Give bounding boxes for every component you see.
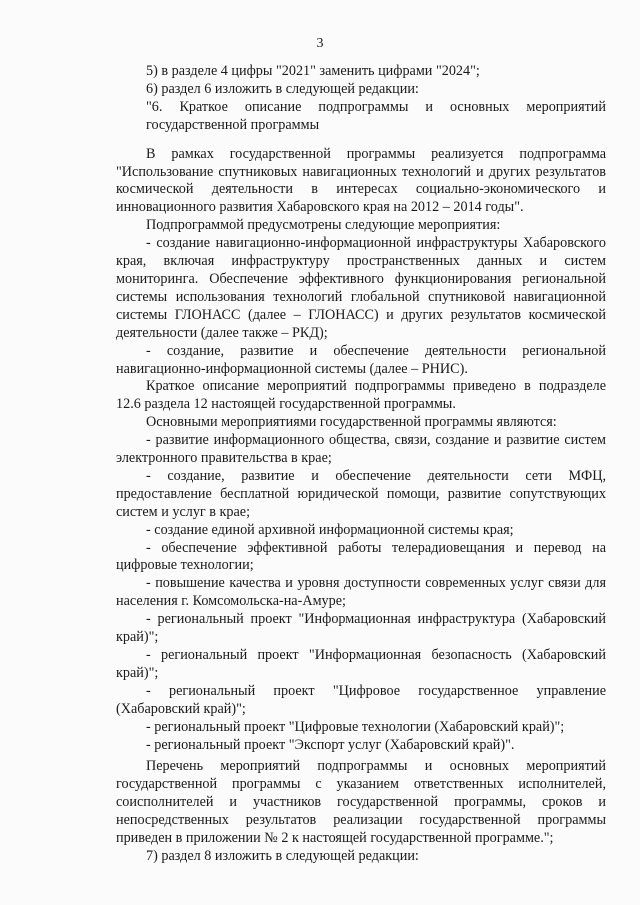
list-item-project-technologies: - региональный проект "Цифровые технологии (Хабаровский край)"; xyxy=(146,718,565,735)
list-item-rnis: - создание, развитие и обеспечение деятельности региональной навигационно-информационной системы (далее – РНИС). xyxy=(116,342,606,377)
paragraph-measures-list-reference: Перечень мероприятий подпрограммы и основных мероприятий государственной программы с указанием ответственных исполнителей, соисполнителей и участников государственной программы, сроков и непосредственных результатов реализации государственной программы приведен в приложении № 2 к настоящей государственной программе."; xyxy=(116,758,606,847)
paragraph-subprogram-description: Краткое описание мероприятий подпрограммы приведено в подразделе 12.6 раздела 12 настоящей государственной программы. xyxy=(116,378,606,413)
list-item-project-security: - региональный проект "Информационная безопасность (Хабаровский край)"; xyxy=(116,647,606,681)
list-item-broadcasting: - обеспечение эффективной работы телерадиовещания и перевод на цифровые технологии; xyxy=(116,539,606,574)
list-item-project-infrastructure: - региональный проект "Информационная инфраструктура (Хабаровский край)"; xyxy=(116,611,606,646)
paragraph-subprogram-intro: В рамках государственной программы реализуется подпрограмма "Использование спутниковых навигационных технологий и других результатов космической деятельности в интересах социально-экономического и инновационного развития Хабаровского края на 2012 – 2014 годы". xyxy=(116,145,606,216)
page-number: 3 xyxy=(316,36,324,51)
list-item-archive-system: - создание единой архивной информационной системы края; xyxy=(146,521,514,538)
document-body xyxy=(116,63,606,866)
list-item-project-export: - региональный проект "Экспорт услуг (Хабаровский край)". xyxy=(146,736,515,753)
paragraph-main-measures-intro: Основными мероприятиями государственной программы являются: xyxy=(146,414,557,431)
list-item-komsomolsk: - повышение качества и уровня доступности современных услуг связи для населения г. Комсомольска-на-Амуре; xyxy=(116,575,606,610)
list-item-information-society: - развитие информационного общества, связи, создание и развитие систем электронного правительства в крае; xyxy=(116,432,606,467)
list-item-mfc: - создание, развитие и обеспечение деятельности сети МФЦ, предоставление бесплатной юридической помощи, развитие сопутствующих систем и услуг в крае; xyxy=(116,467,606,520)
paragraph-item-5: 5) в разделе 4 цифры "2021" заменить цифрами "2024"; xyxy=(146,63,480,79)
paragraph-measures-intro: Подпрограммой предусмотрены следующие мероприятия: xyxy=(146,217,501,234)
list-item-nav-infrastructure: - создание навигационно-информационной инфраструктуры Хабаровского края, включая инфраструктуру пространственных данных и систем мониторинга. Обеспечение эффективного функционирования региональной системы использования технологий глобальной спутниковой навигационной системы ГЛОНАСС (далее – ГЛОНАСС) и других результатов космической деятельности (далее также – РКД); xyxy=(116,235,606,341)
paragraph-item-7: 7) раздел 8 изложить в следующей редакции: xyxy=(146,847,419,864)
section-6-heading: "6. Краткое описание подпрограммы и основных мероприятий государственной программы xyxy=(146,98,606,133)
paragraph-item-6: 6) раздел 6 изложить в следующей редакции: xyxy=(146,80,419,97)
list-item-project-governance: - региональный проект "Цифровое государственное управление (Хабаровский край)"; xyxy=(116,682,606,717)
